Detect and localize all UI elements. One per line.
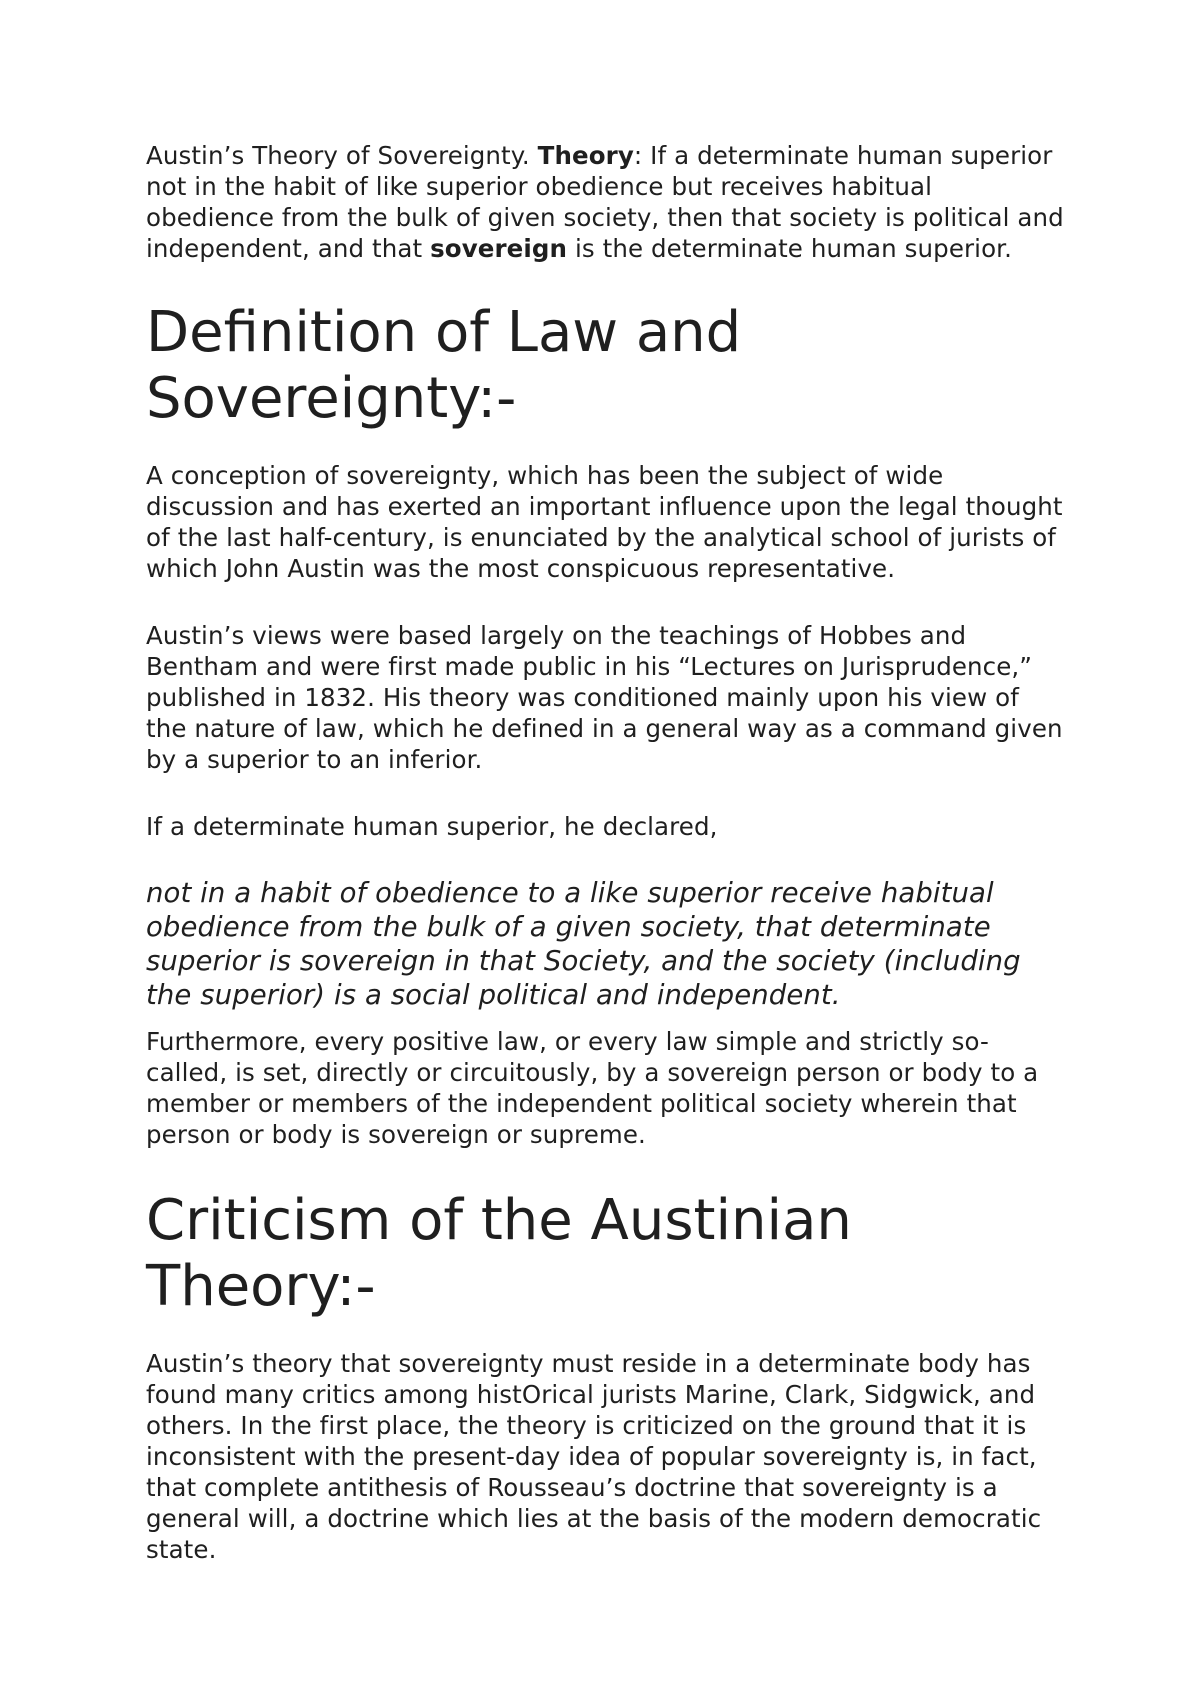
intro-paragraph: [146, 140, 1066, 264]
intro-tail: is the determinate human superior.: [567, 234, 1012, 263]
theory-label: Theory: [537, 141, 634, 170]
criticism-paragraph: Austin’s theory that sovereignty must reside in a determinate body has found many critics among histOrical jurists Marine, Clark, Sidgwick, and others. In the first place, the theory is criticized on the ground that it is inconsistent with the present-day idea of popular sovereignty is, in fact, that complete antithesis of Rousseau’s doctrine that sovereignty is a general will, a doctrine which lies at the basis of the modern democratic state.: [146, 1349, 1042, 1564]
declaration-paragraph: If a determinate human superior, he declared,: [146, 812, 718, 841]
positive-law-paragraph: Furthermore, every positive law, or every law simple and strictly so-called, is set, directly or circuitously, by a sovereign person or body to a member or members of the independent political society wherein that person or body is sovereign or supreme.: [146, 1027, 1039, 1149]
sovereign-word: sovereign: [430, 234, 568, 263]
document-body: [146, 140, 1066, 1565]
conception-paragraph: A conception of sovereignty, which has been the subject of wide discussion and has exerted an important influence upon the legal thought of the last half-century, is enunciated by the analytical school of jurists of which John Austin was the most conspicuous representative.: [146, 461, 1063, 583]
intro-body: : If a determinate human superior not in the habit of like superior obedience but receives habitual obedience from the bulk of given society, then that society is political and independent, and that: [146, 141, 1064, 263]
criticism-heading: Criticism of the Austinian Theory:-: [146, 1188, 852, 1319]
austin-views-paragraph: Austin’s views were based largely on the teachings of Hobbes and Bentham and were first made public in his “Lectures on Jurisprudence,” published in 1832. His theory was conditioned mainly upon his view of the nature of law, which he defined in a general way as a command given by a superior to an inferior.: [146, 621, 1063, 774]
quoted-definition: not in a habit of obedience to a like superior receive habitual obedience from the bulk of a given society, that determinate superior is sovereign in that Society, and the society (including the superior) is a social political and independent.: [146, 877, 1021, 1011]
intro-lead: Austin’s Theory of Sovereignty.: [146, 141, 538, 170]
definition-heading: Definition of Law and Sovereignty:-: [146, 300, 742, 431]
